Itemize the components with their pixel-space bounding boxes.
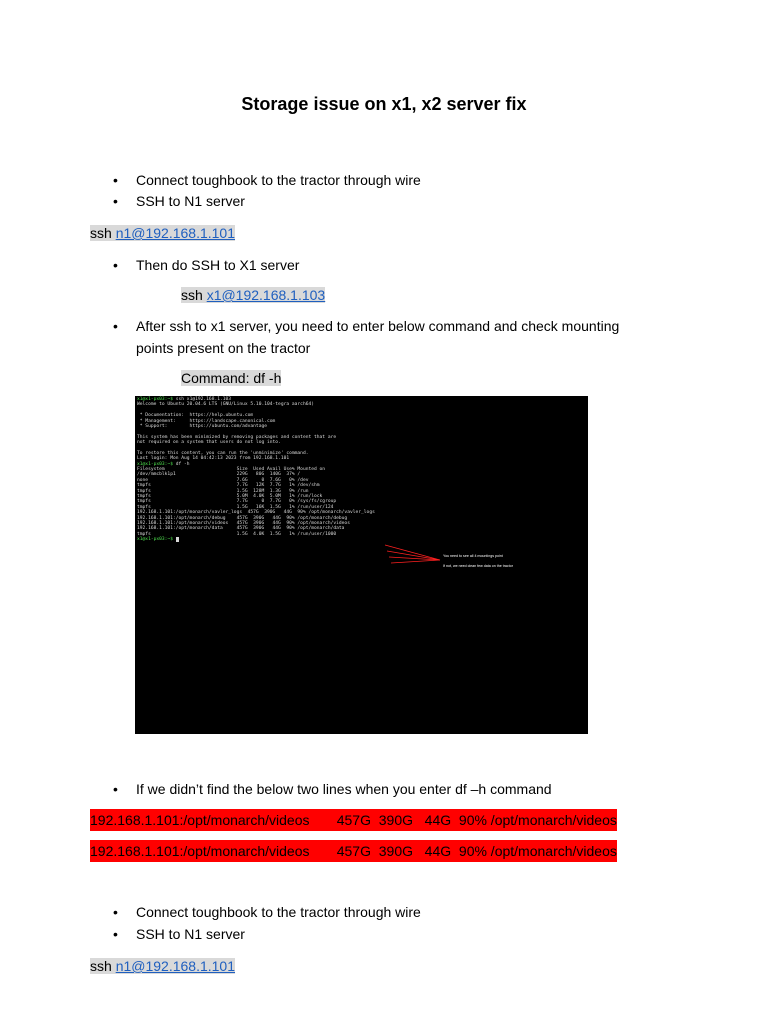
list-item [0, 316, 768, 358]
list-item-text: Connect toughbook to the tractor through wire [136, 172, 421, 188]
ssh-link-x1[interactable]: x1@192.168.1.103 [206, 287, 326, 303]
terminal-text: 192.168.1.101:/opt/monarch/videos 457G 390G 44G 90% /opt/monarch/videos [137, 520, 350, 526]
bullet-icon: • [113, 172, 118, 188]
terminal-text: Welcome to Ubuntu 20.04.6 LTS (GNU/Linux 5.10.104-tegra aarch64) [137, 402, 315, 408]
terminal-text: * Documentation: https://help.ubuntu.com [137, 413, 254, 419]
terminal-text: tmpfs 1.5G 4.0K 1.5G 1% /run/user/1000 [137, 531, 337, 537]
list-item-text: After ssh to x1 server, you need to enter below command and check mounting [136, 318, 620, 334]
terminal-annotation-1: You need to see all 4 mountings point [443, 554, 503, 558]
terminal-text: not required on a system that users do not log into. [137, 440, 281, 446]
terminal-text: df -h [175, 461, 190, 467]
list-item [0, 170, 768, 190]
annotation-arrows [135, 396, 588, 734]
terminal-text: tmpfs 7.7G 0 7.7G 0% /sys/fs/cgroup [137, 499, 337, 505]
terminal-text: Last login: Mon Aug 14 04:42:13 2023 from 192.168.1.101 [137, 456, 290, 462]
list-item-text: If we didn’t find the below two lines when you enter df –h command [136, 781, 552, 797]
list-item-text: Connect toughbook to the tractor through wire [136, 904, 421, 920]
command-text: Command: df -h [181, 370, 282, 386]
list-item [0, 255, 768, 275]
bullet-icon: • [113, 318, 118, 334]
terminal-text: tmpfs 5.0M 4.0K 5.0M 1% /run/lock [137, 494, 323, 500]
list-item [0, 779, 768, 799]
terminal-prompt: x1@x1-px03:~$ [137, 537, 176, 543]
ssh-prefix: ssh [90, 225, 116, 241]
terminal-text: This system has been minimized by removing packages and content that are [137, 434, 337, 440]
highlighted-mount-line: 192.168.1.101:/opt/monarch/videos 457G 390G 44G 90% /opt/monarch/videos [90, 840, 617, 862]
list-item-text: SSH to N1 server [136, 193, 245, 209]
highlighted-mount-line: 192.168.1.101:/opt/monarch/videos 457G 390G 44G 90% /opt/monarch/videos [90, 809, 617, 831]
list-item-text-continued: points present on the tractor [136, 340, 311, 356]
terminal-screenshot [135, 396, 588, 734]
bullet-icon: • [113, 257, 118, 273]
terminal-prompt: x1@x1-px03:~$ [137, 461, 176, 467]
list-item-text: Then do SSH to X1 server [136, 257, 300, 273]
list-item [0, 191, 768, 211]
ssh-command-x1 [181, 285, 325, 305]
terminal-text: * Support: https://ubuntu.com/advantage [137, 423, 267, 429]
terminal-prompt: x1@x1-px03:~$ [137, 397, 176, 402]
ssh-command-n1 [90, 223, 235, 243]
list-item-text: SSH to N1 server [136, 926, 245, 942]
terminal-text: tmpfs 1.5G 128M 1.3G 9% /run [137, 488, 309, 494]
ssh-link-n1[interactable]: n1@192.168.1.101 [115, 958, 236, 974]
bullet-icon: • [113, 781, 118, 797]
terminal-text: * Management: https://landscape.canonical.com [137, 418, 276, 424]
ssh-prefix: ssh [90, 958, 116, 974]
bullet-icon: • [113, 904, 118, 920]
bullet-icon: • [113, 193, 118, 209]
terminal-text: 192.168.1.101:/opt/monarch/vavler_logs 457G 390G 44G 90% /opt/monarch/vavler_logs [137, 510, 375, 516]
terminal-text: none 7.6G 0 7.6G 0% /dev [137, 477, 309, 483]
ssh-link-n1[interactable]: n1@192.168.1.101 [115, 225, 236, 241]
list-item [0, 902, 768, 922]
ssh-command-n1-repeat [90, 956, 235, 976]
terminal-text: tmpfs 7.7G 12K 7.7G 1% /dev/shm [137, 483, 320, 489]
terminal-text: Filesystem Size Used Avail Use% Mounted on [137, 467, 326, 473]
terminal-text: ssh x1@192.168.1.103 [175, 397, 232, 402]
command-label [181, 368, 281, 388]
document-title: Storage issue on x1, x2 server fix [241, 94, 527, 114]
terminal-annotation-2: If not, we need clean few data on the tractor [443, 564, 513, 568]
list-item [0, 924, 768, 944]
terminal-text: 192.168.1.101:/opt/monarch/data 457G 390G 44G 90% /opt/monarch/data [137, 526, 345, 532]
terminal-text: To restore this content, you can run the 'unminimize' command. [137, 450, 309, 456]
ssh-prefix: ssh [181, 287, 207, 303]
bullet-icon: • [113, 926, 118, 942]
terminal-text: 192.168.1.101:/opt/monarch/debug 457G 390G 44G 90% /opt/monarch/debug [137, 515, 348, 521]
terminal-text: tmpfs 1.5G 16K 1.5G 1% /run/user/124 [137, 504, 334, 510]
terminal-text: /dev/mmcblk1p1 229G 80G 140G 37% / [137, 472, 301, 478]
